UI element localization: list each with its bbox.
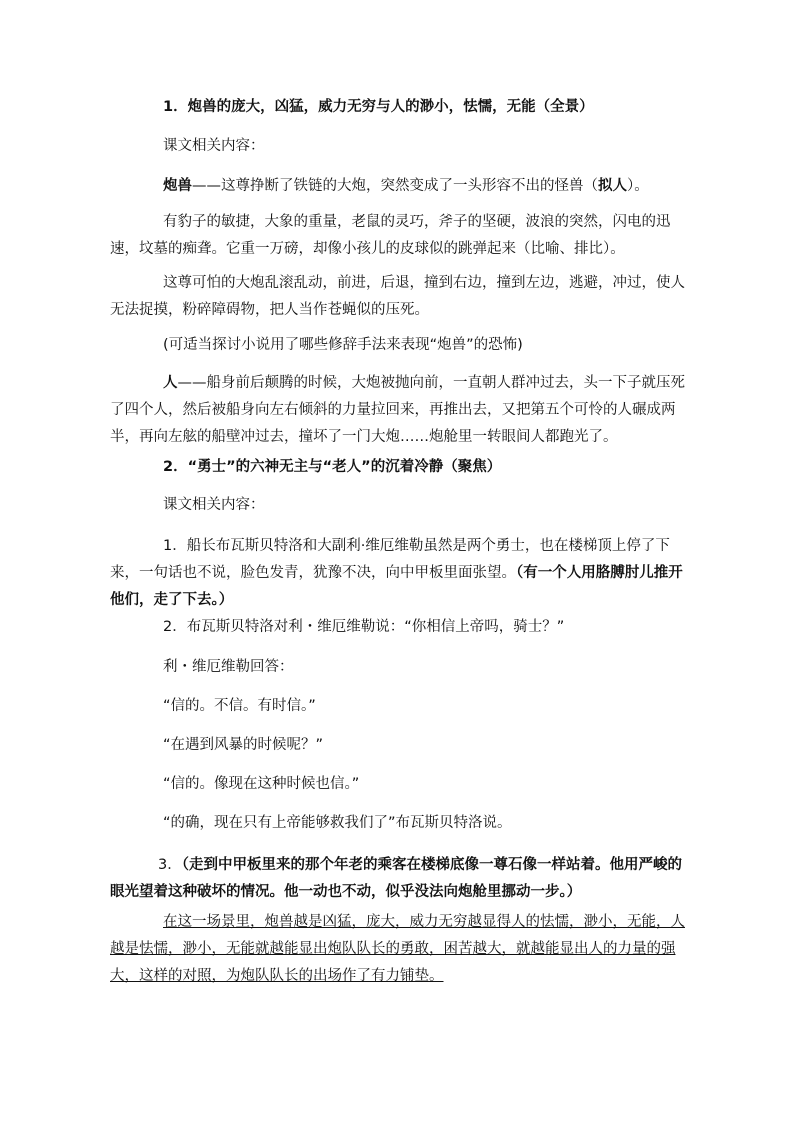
old-passenger-paragraph: [110, 852, 690, 906]
discussion-note: (可适当探讨小说用了哪些修辞手法来表现“炮兽”的恐怖): [163, 337, 523, 353]
section1-heading: 1．炮兽的庞大，凶猛，威力无穷与人的渺小，怯懦，无能（全景）: [163, 99, 594, 115]
dialogue-line-4: “的确，现在只有上帝能够救我们了”布瓦斯贝特洛说。: [163, 815, 512, 831]
section2-heading: 2．“勇士”的六神无主与“老人”的沉着冷静（聚焦）: [163, 459, 502, 475]
beast-close: ）。: [627, 178, 649, 194]
beast-text: ——这尊挣断了铁链的大炮，突然变成了一头形容不出的怪兽（: [192, 178, 598, 194]
beast-description-paragraph: 有豹子的敏捷，大象的重量，老鼠的灵巧，斧子的坚硬，波浪的突然，闪电的迅速，坟墓的痴聋。它重一万磅，却像小孩儿的皮球似的跳弹起来（比喻、排比）。: [110, 214, 671, 257]
reply-label: 利・维厄维勒回答：: [163, 659, 294, 675]
item3-number: 3．: [158, 857, 182, 873]
person-text: ——船身前后颠腾的时候，大炮被抛向前，一直朝人群冲过去，头一下子就压死了四个人，然后被船身向左右倾斜的力量拉回来，再推出去，又把第五个可怜的人碾成两半，再向左舷的船壁冲过去，撞坏了一门大炮……炮舱里一转眼间人都跑光了。: [110, 375, 685, 445]
section2-related-label: 课文相关内容：: [163, 497, 265, 513]
beast-note: 拟人: [598, 178, 627, 194]
captain-text: 1．船长布瓦斯贝特洛和大副利·维厄维勒虽然是两个勇士，也在楼梯顶上停了下来，一句话也不说，脸色发青，犹豫不决，向中甲板里面张望。: [110, 538, 670, 581]
beast-term: 炮兽: [163, 178, 192, 194]
section1-related-label: 课文相关内容：: [163, 138, 265, 154]
dialogue-line-2: “在遇到风暴的时候呢？”: [163, 737, 324, 753]
person-term: 人: [163, 375, 178, 391]
cannon-motion-paragraph: 这尊可怕的大炮乱滚乱动，前进，后退，撞到右边，撞到左边，逃避，冲过，使人无法捉摸，粉碎障碍物，把人当作苍蝇似的压死。: [110, 275, 685, 318]
captain-bold-note: （有一个人用胳膊肘儿推开他们，走了下去。）: [110, 565, 683, 608]
question-line: 2．布瓦斯贝特洛对利・维厄维勒说：“你相信上帝吗，骑士？”: [163, 619, 565, 635]
dialogue-line-3: “信的。像现在这种时候也信。”: [163, 776, 360, 792]
beast-paragraph: [163, 173, 743, 200]
summary-paragraph: 在这一场景里，炮兽越是凶猛，庞大，威力无穷越显得人的怯懦，渺小，无能，人越是怯懦，渺小，无能就越能显出炮队队长的勇敢，困苦越大，就越能显出人的力量的强大，这样的对照，为炮队队长的出场作了有力铺垫。: [110, 914, 685, 984]
dialogue-line-1: “信的。不信。有时信。”: [163, 698, 316, 714]
old-passenger-text: （走到中甲板里来的那个年老的乘客在楼梯底像一尊石像一样站着。他用严峻的眼光望着这种破坏的情况。他一动也不动，似乎没法向炮舱里挪动一步。）: [110, 857, 682, 900]
person-paragraph: [110, 370, 690, 451]
captain-paragraph: [110, 533, 690, 614]
